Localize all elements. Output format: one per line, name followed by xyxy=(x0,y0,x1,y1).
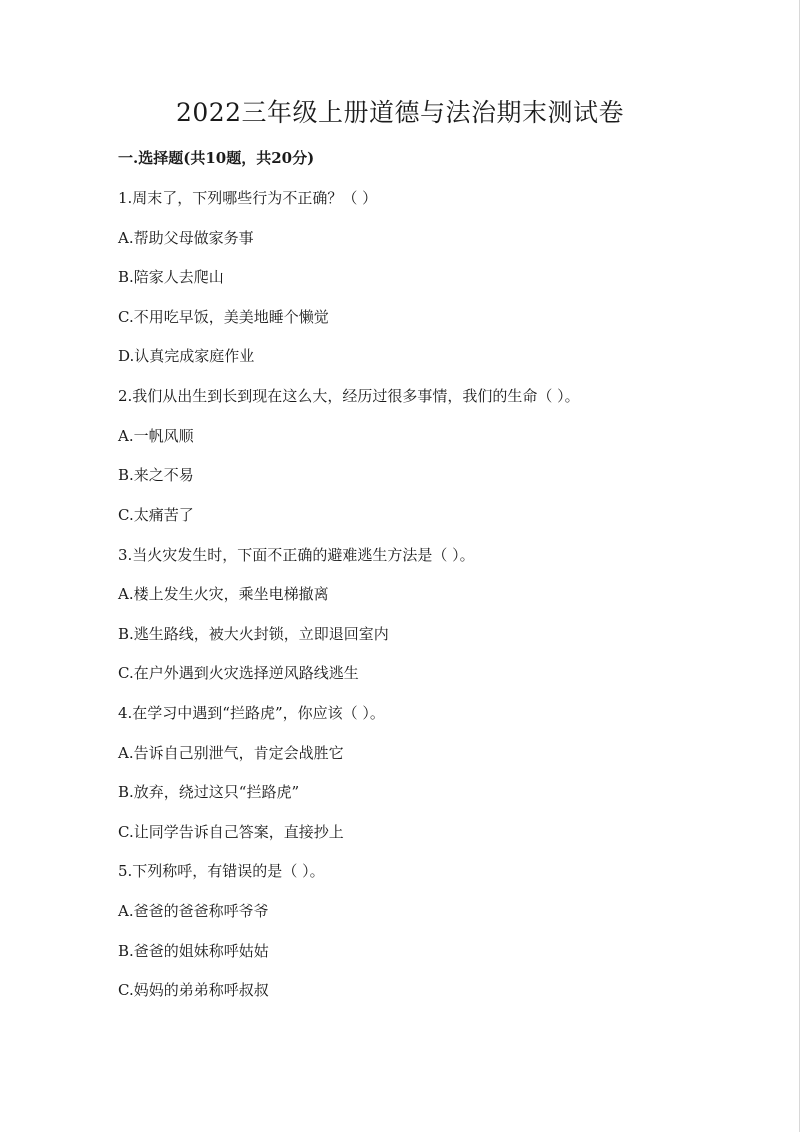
answer-option: C.在户外遇到火灾选择逆风路线逃生 xyxy=(118,664,359,682)
answer-option: A.帮助父母做家务事 xyxy=(118,229,254,247)
answer-option: C.妈妈的弟弟称呼叔叔 xyxy=(118,981,269,999)
question-stem: 1.周末了，下列哪些行为不正确？（ ） xyxy=(118,189,378,207)
page-title: 2022三年级上册道德与法治期末测试卷 xyxy=(175,98,625,127)
question-stem: 5.下列称呼，有错误的是（ ）。 xyxy=(118,862,325,880)
section-heading: 一.选择题(共10题，共20分) xyxy=(118,149,315,167)
answer-option: A.楼上发生火灾，乘坐电梯撤离 xyxy=(118,585,329,603)
answer-option: A.一帆风顺 xyxy=(118,427,194,445)
question-stem: 3.当火灾发生时，下面不正确的避难逃生方法是（ ）。 xyxy=(118,546,475,564)
answer-option: D.认真完成家庭作业 xyxy=(118,347,255,365)
answer-option: B.来之不易 xyxy=(118,466,194,484)
answer-option: B.放弃，绕过这只“拦路虎” xyxy=(118,783,300,801)
answer-option: C.不用吃早饭，美美地睡个懒觉 xyxy=(118,308,329,326)
question-stem: 4.在学习中遇到“拦路虎”，你应该（ ）。 xyxy=(118,704,385,722)
answer-option: B.逃生路线，被大火封锁，立即退回室内 xyxy=(118,625,389,643)
answer-option: C.太痛苦了 xyxy=(118,506,194,524)
answer-option: C.让同学告诉自己答案，直接抄上 xyxy=(118,823,344,841)
answer-option: B.爸爸的姐妹称呼姑姑 xyxy=(118,942,269,960)
answer-option: A.爸爸的爸爸称呼爷爷 xyxy=(118,902,269,920)
answer-option: A.告诉自己别泄气，肯定会战胜它 xyxy=(118,744,344,762)
answer-option: B.陪家人去爬山 xyxy=(118,268,224,286)
question-stem: 2.我们从出生到长到现在这么大，经历过很多事情，我们的生命（ ）。 xyxy=(118,387,580,405)
